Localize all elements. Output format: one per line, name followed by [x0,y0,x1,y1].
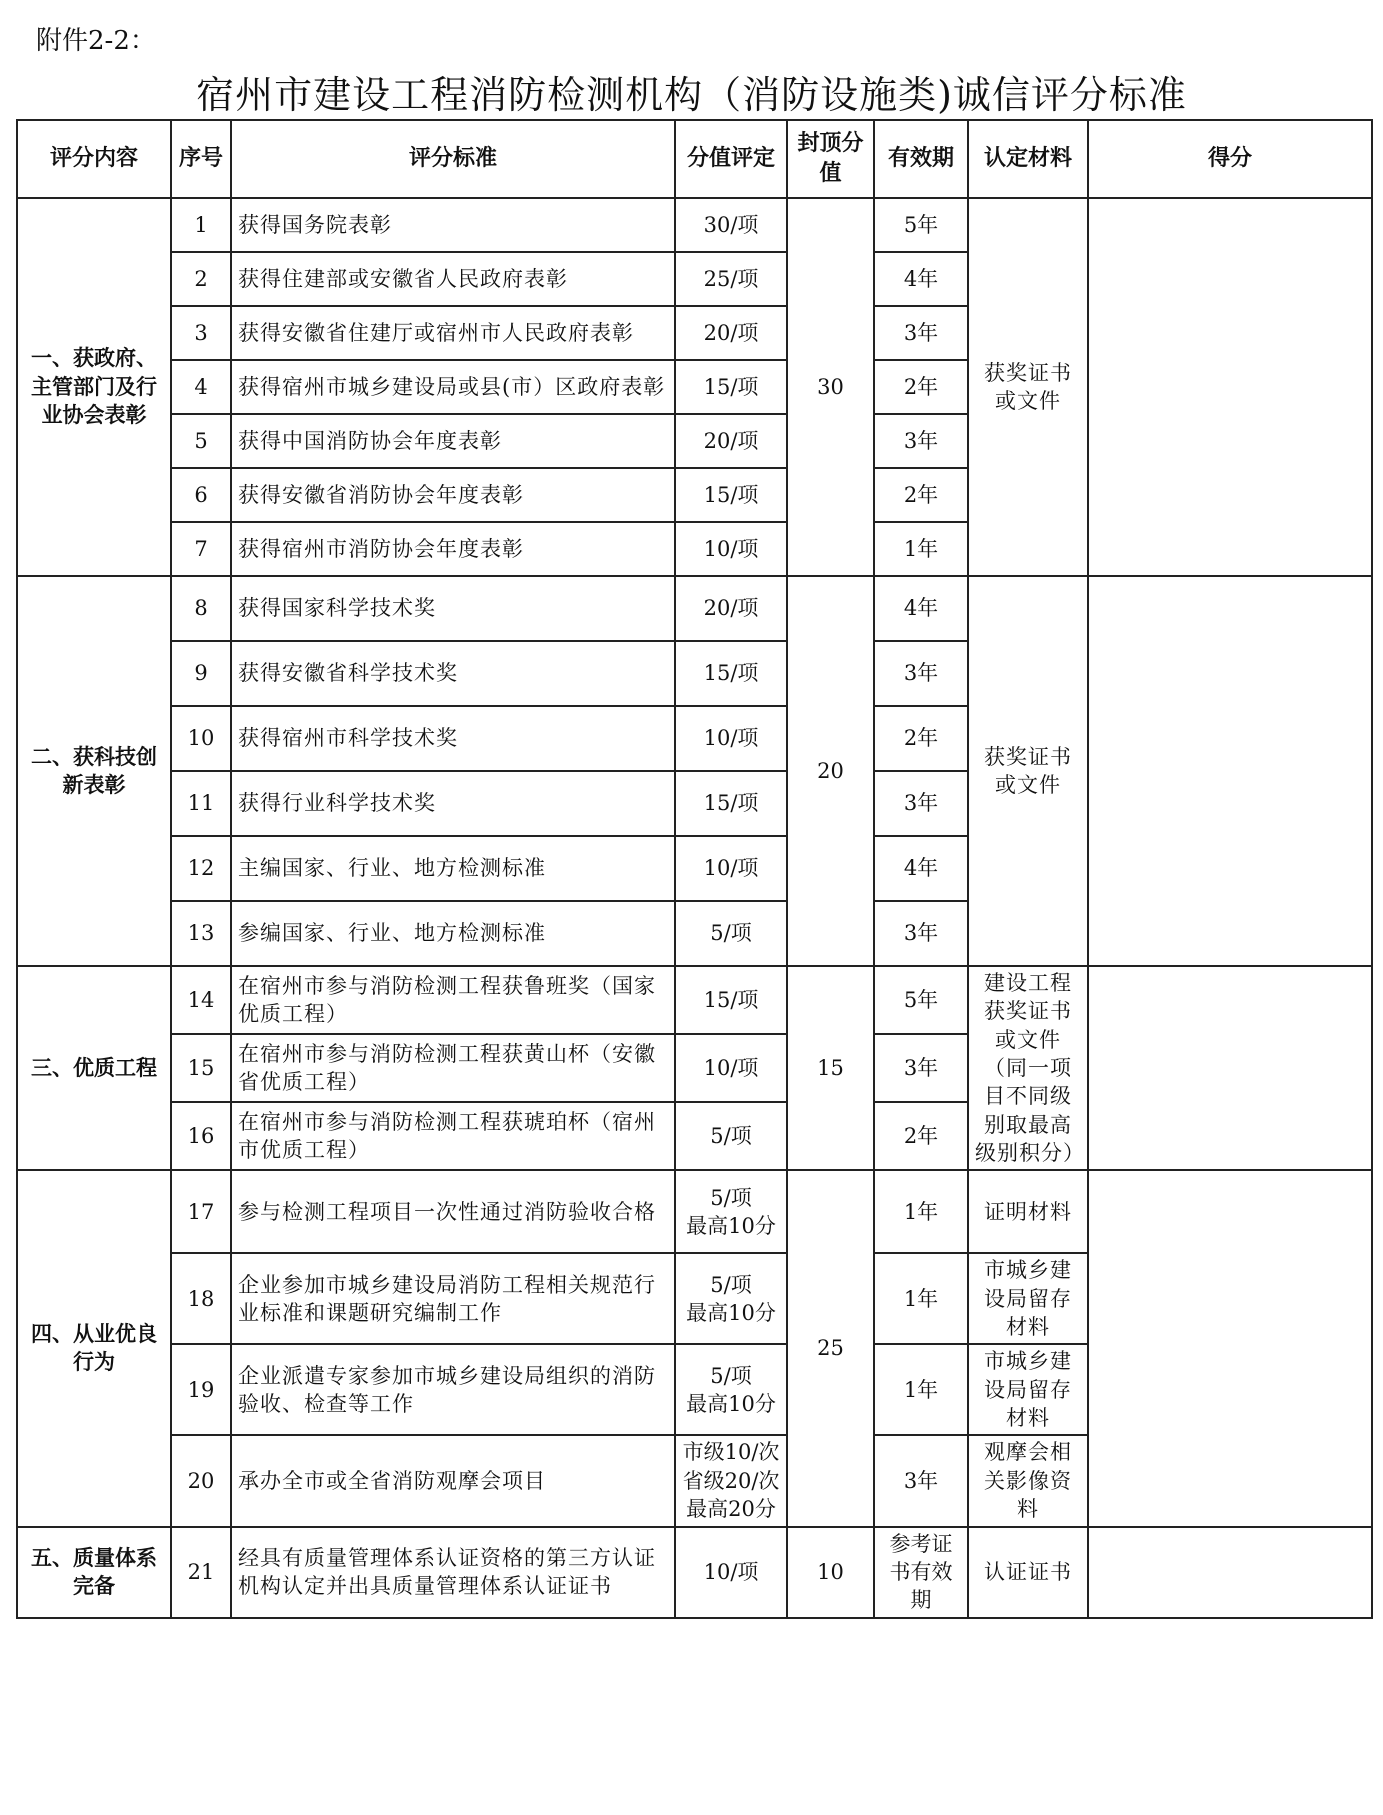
score-value: 市级10/次 省级20/次 最高20分 [675,1435,787,1526]
row-number: 9 [171,641,231,706]
category-name: 一、获政府、主管部门及行业协会表彰 [17,198,171,576]
score-value: 30/项 [675,198,787,252]
page-title: 宿州市建设工程消防检测机构（消防设施类)诚信评分标准 [196,73,1187,117]
table-row [17,1170,1372,1253]
score-value: 20/项 [675,414,787,468]
criterion-text: 获得国务院表彰 [231,198,675,252]
score-value: 5/项 [675,1102,787,1170]
row-number: 5 [171,414,231,468]
row-number: 6 [171,468,231,522]
attachment-label: 附件2-2： [36,26,156,56]
row-number: 14 [171,966,231,1034]
score-value: 15/项 [675,360,787,414]
criterion-text: 企业参加市城乡建设局消防工程相关规范行业标准和课题研究编制工作 [231,1253,675,1344]
score-value: 15/项 [675,468,787,522]
row-number: 17 [171,1170,231,1253]
row-number: 8 [171,576,231,641]
score-value: 5/项 最高10分 [675,1170,787,1253]
validity-value: 4年 [874,576,968,641]
row-number: 21 [171,1527,231,1618]
category-name: 二、获科技创新表彰 [17,576,171,966]
score-value: 20/项 [675,576,787,641]
header-row [17,120,1372,198]
criterion-text: 获得宿州市科学技术奖 [231,706,675,771]
cap-value: 30 [787,198,874,576]
result-cell [1088,198,1372,576]
header-no: 序号 [171,120,231,198]
cap-value: 25 [787,1170,874,1526]
material-text: 获奖证书或文件 [968,576,1088,966]
header-score: 分值评定 [675,120,787,198]
validity-value: 3年 [874,771,968,836]
criterion-text: 获得安徽省消防协会年度表彰 [231,468,675,522]
criterion-text: 获得宿州市城乡建设局或县(市）区政府表彰 [231,360,675,414]
header-material: 认定材料 [968,120,1088,198]
table-row [17,576,1372,641]
result-cell [1088,576,1372,966]
validity-value: 5年 [874,966,968,1034]
validity-value: 4年 [874,836,968,901]
score-value: 25/项 [675,252,787,306]
row-number: 12 [171,836,231,901]
cap-value: 20 [787,576,874,966]
table-row [17,966,1372,1034]
result-cell [1088,1170,1372,1526]
validity-value: 3年 [874,641,968,706]
validity-value: 1年 [874,522,968,576]
score-value: 20/项 [675,306,787,360]
material-text: 市城乡建设局留存材料 [968,1344,1088,1435]
validity-value: 4年 [874,252,968,306]
validity-value: 2年 [874,1102,968,1170]
score-value: 10/项 [675,836,787,901]
criterion-text: 在宿州市参与消防检测工程获黄山杯（安徽省优质工程） [231,1034,675,1102]
validity-value: 2年 [874,360,968,414]
validity-value: 2年 [874,706,968,771]
header-validity: 有效期 [874,120,968,198]
criterion-text: 获得安徽省科学技术奖 [231,641,675,706]
score-value: 15/项 [675,641,787,706]
result-cell [1088,966,1372,1170]
score-value: 10/项 [675,522,787,576]
validity-value: 3年 [874,1435,968,1526]
row-number: 4 [171,360,231,414]
validity-value: 1年 [874,1170,968,1253]
score-value: 10/项 [675,1034,787,1102]
criterion-text: 在宿州市参与消防检测工程获琥珀杯（宿州市优质工程） [231,1102,675,1170]
criterion-text: 获得中国消防协会年度表彰 [231,414,675,468]
criterion-text: 参编国家、行业、地方检测标准 [231,901,675,966]
scoring-table [16,119,1373,1619]
validity-value: 3年 [874,1034,968,1102]
score-value: 5/项 最高10分 [675,1253,787,1344]
criterion-text: 获得国家科学技术奖 [231,576,675,641]
criterion-text: 参与检测工程项目一次性通过消防验收合格 [231,1170,675,1253]
validity-value: 3年 [874,306,968,360]
row-number: 11 [171,771,231,836]
criterion-text: 企业派遣专家参加市城乡建设局组织的消防验收、检查等工作 [231,1344,675,1435]
validity-value: 3年 [874,901,968,966]
criterion-text: 经具有质量管理体系认证资格的第三方认证机构认定并出具质量管理体系认证证书 [231,1527,675,1618]
criterion-text: 获得宿州市消防协会年度表彰 [231,522,675,576]
row-number: 16 [171,1102,231,1170]
validity-value: 1年 [874,1253,968,1344]
table-row [17,1527,1372,1618]
header-result: 得分 [1088,120,1372,198]
criterion-text: 获得住建部或安徽省人民政府表彰 [231,252,675,306]
validity-value: 2年 [874,468,968,522]
criterion-text: 获得安徽省住建厅或宿州市人民政府表彰 [231,306,675,360]
result-cell [1088,1527,1372,1618]
score-value: 10/项 [675,1527,787,1618]
score-value: 5/项 [675,901,787,966]
category-name: 五、质量体系完备 [17,1527,171,1618]
criterion-text: 获得行业科学技术奖 [231,771,675,836]
criterion-text: 承办全市或全省消防观摩会项目 [231,1435,675,1526]
validity-value: 3年 [874,414,968,468]
row-number: 1 [171,198,231,252]
material-text: 获奖证书或文件 [968,198,1088,576]
row-number: 15 [171,1034,231,1102]
criterion-text: 主编国家、行业、地方检测标准 [231,836,675,901]
criterion-text: 在宿州市参与消防检测工程获鲁班奖（国家优质工程） [231,966,675,1034]
row-number: 18 [171,1253,231,1344]
header-criterion: 评分标准 [231,120,675,198]
material-text: 市城乡建设局留存材料 [968,1253,1088,1344]
row-number: 7 [171,522,231,576]
material-text: 认证证书 [968,1527,1088,1618]
material-text: 建设工程获奖证书或文件（同一项目不同级别取最高级别积分） [968,966,1088,1170]
cap-value: 10 [787,1527,874,1618]
material-text: 证明材料 [968,1170,1088,1253]
row-number: 20 [171,1435,231,1526]
row-number: 10 [171,706,231,771]
row-number: 19 [171,1344,231,1435]
cap-value: 15 [787,966,874,1170]
score-value: 15/项 [675,771,787,836]
row-number: 13 [171,901,231,966]
validity-value: 1年 [874,1344,968,1435]
validity-value: 参考证书有效期 [874,1527,968,1618]
score-value: 5/项 最高10分 [675,1344,787,1435]
header-content: 评分内容 [17,120,171,198]
validity-value: 5年 [874,198,968,252]
table-row [17,198,1372,252]
category-name: 三、优质工程 [17,966,171,1170]
material-text: 观摩会相关影像资料 [968,1435,1088,1526]
score-value: 15/项 [675,966,787,1034]
row-number: 2 [171,252,231,306]
score-value: 10/项 [675,706,787,771]
row-number: 3 [171,306,231,360]
header-cap: 封顶分值 [787,120,874,198]
category-name: 四、从业优良行为 [17,1170,171,1526]
